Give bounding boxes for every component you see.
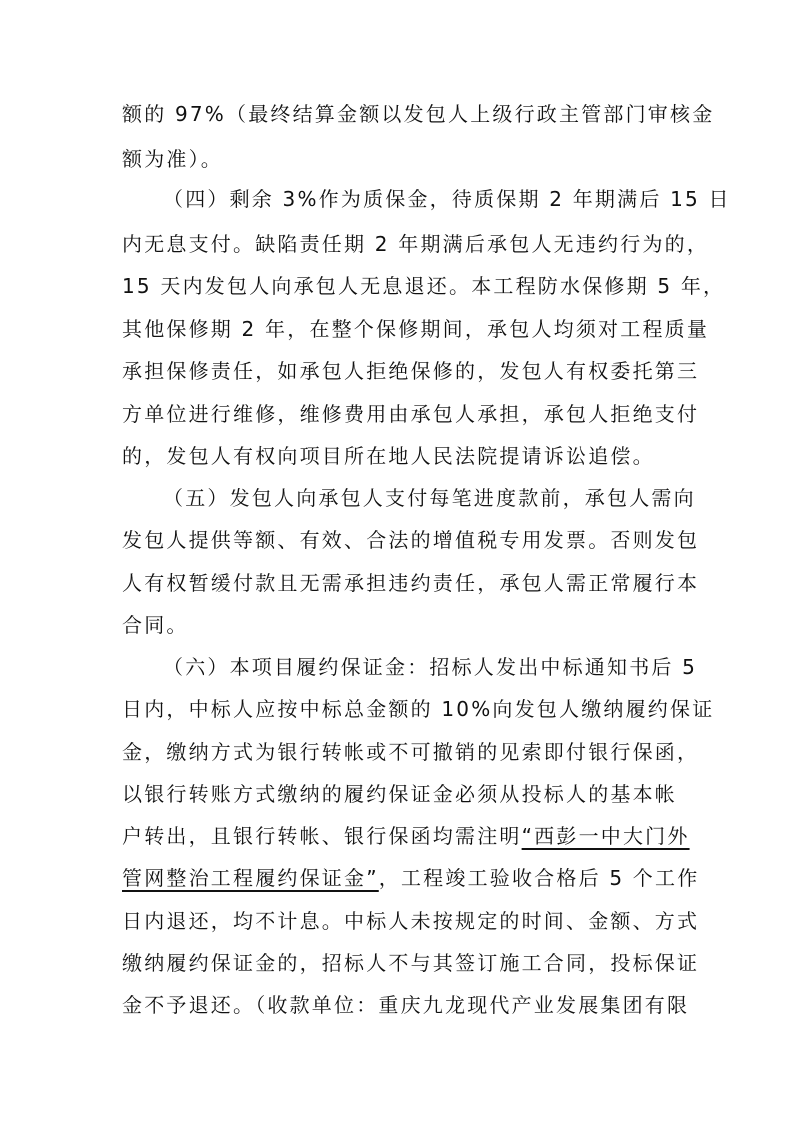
paragraph-line: 额为准）。 xyxy=(122,147,223,171)
paragraph-line: 以银行转账方式缴纳的履约保证金必须从投标人的基本帐 xyxy=(122,782,677,806)
underlined-project-name: 管网整治工程履约保证金” xyxy=(122,866,379,890)
paragraph-line: 人有权暂缓付款且无需承担违约责任，承包人需正常履行本 xyxy=(122,571,700,595)
paragraph-line: 额的 97%（最终结算金额以发包人上级行政主管部门审核金 xyxy=(122,102,715,126)
paragraph-line: 的，发包人有权向项目所在地人民法院提请诉讼追偿。 xyxy=(122,444,655,468)
paragraph-line: 日内退还，均不计息。中标人未按规定的时间、金额、方式 xyxy=(122,909,700,933)
paragraph-text: 户转出，且银行转帐、银行保函均需注明 xyxy=(122,824,522,848)
paragraph-line: 合同。 xyxy=(122,613,189,637)
paragraph-line: 金，缴纳方式为银行转帐或不可撤销的见索即付银行保函， xyxy=(122,740,700,764)
paragraph-text: ，工程竣工验收合格后 5 个工作 xyxy=(378,866,700,890)
paragraph-line: 发包人提供等额、有效、合法的增值税专用发票。否则发包 xyxy=(122,528,700,552)
paragraph-line: （六）本项目履约保证金：招标人发出中标通知书后 5 xyxy=(163,655,698,679)
underlined-project-name: “西彭一中大门外 xyxy=(521,824,690,848)
paragraph-line: 方单位进行维修，维修费用由承包人承担，承包人拒绝支付 xyxy=(122,402,700,426)
paragraph-line: 内无息支付。缺陷责任期 2 年期满后承包人无违约行为的， xyxy=(122,232,710,256)
paragraph-line xyxy=(122,863,700,893)
paragraph-line: 承担保修责任，如承包人拒绝保修的，发包人有权委托第三 xyxy=(122,359,700,383)
paragraph-line: 缴纳履约保证金的，招标人不与其签订施工合同，投标保证 xyxy=(122,951,700,975)
paragraph-line: 日内，中标人应按中标总金额的 10%向发包人缴纳履约保证 xyxy=(122,697,715,721)
paragraph-line xyxy=(122,821,690,851)
paragraph-line: （五）发包人向承包人支付每笔进度款前，承包人需向 xyxy=(163,486,696,510)
paragraph-line: 其他保修期 2 年，在整个保修期间，承包人均须对工程质量 xyxy=(122,317,710,341)
paragraph-line: 15 天内发包人向承包人无息退还。本工程防水保修期 5 年， xyxy=(122,274,726,298)
paragraph-line: （四）剩余 3%作为质保金，待质保期 2 年期满后 15 日 xyxy=(163,187,731,211)
paragraph-line: 金不予退还。（收款单位：重庆九龙现代产业发展集团有限 xyxy=(122,993,690,1017)
